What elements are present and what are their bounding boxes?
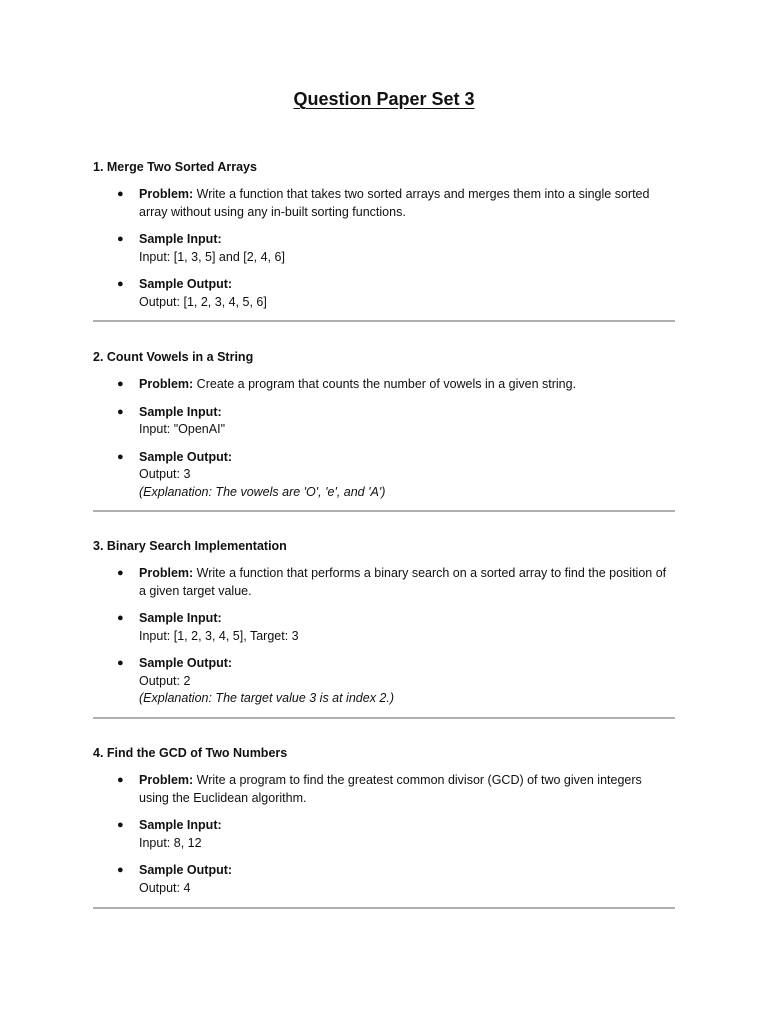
sample-input-label: Sample Input: [139, 818, 222, 832]
section-divider [93, 907, 675, 909]
bullet-icon: ● [117, 188, 124, 200]
sample-input-text: Input: [1, 2, 3, 4, 5], Target: 3 [139, 628, 299, 643]
problem-text: Write a function that takes two sorted arrays and merges them into a single sorted array without using any in-built sorting functions. [139, 187, 650, 219]
question-heading: 2. Count Vowels in a String [93, 350, 254, 364]
bullet-icon: ● [117, 405, 124, 418]
sample-input-item [93, 817, 675, 852]
problem-text: Create a program that counts the number of vowels in a given string. [196, 377, 577, 391]
question-details [93, 186, 675, 311]
page-title: Question Paper Set 3 [293, 89, 475, 109]
problem-label: Problem: [139, 377, 194, 391]
question-heading: 4. Find the GCD of Two Numbers [93, 746, 288, 760]
sample-input-item [93, 610, 675, 645]
sample-output-label: Sample Output: [139, 863, 233, 877]
problem-label: Problem: [139, 566, 194, 580]
sample-output-label: Sample Output: [139, 277, 233, 291]
sample-output-item [93, 862, 675, 897]
sample-input-text: Input: "OpenAI" [139, 422, 226, 436]
section-divider [93, 320, 675, 322]
sample-output-item [93, 276, 675, 311]
sample-input-text: Input: [1, 3, 5] and [2, 4, 6] [139, 249, 285, 264]
sample-output-text: Output: 3 [139, 467, 191, 481]
bullet-icon: ● [117, 864, 124, 876]
problem-text: Write a program to find the greatest common divisor (GCD) of two given integers using the Euclidean algorithm. [139, 773, 642, 805]
question-1 [93, 159, 675, 311]
question-details [93, 376, 675, 501]
bullet-icon: ● [117, 657, 124, 669]
bullet-icon: ● [117, 612, 124, 624]
explanation-text: (Explanation: The target value 3 is at index 2.) [139, 691, 395, 705]
bullet-icon: ● [117, 774, 124, 786]
question-details [93, 772, 675, 897]
sample-output-item [93, 449, 675, 502]
problem-item [93, 772, 675, 807]
bullet-icon: ● [117, 233, 124, 245]
question-heading: 3. Binary Search Implementation [93, 539, 287, 553]
sample-input-item [93, 231, 675, 266]
explanation-text: (Explanation: The vowels are 'O', 'e', and 'A') [139, 484, 386, 499]
problem-label: Problem: [139, 187, 194, 201]
sample-input-label: Sample Input: [139, 232, 222, 246]
problem-text: Write a function that performs a binary search on a sorted array to find the position of a given target value. [139, 566, 667, 598]
bullet-icon: ● [117, 378, 124, 390]
question-heading: 1. Merge Two Sorted Arrays [93, 160, 257, 174]
section-divider [93, 717, 675, 719]
question-2 [93, 349, 675, 501]
question-3 [93, 538, 675, 708]
sample-output-item [93, 655, 675, 708]
sample-output-label: Sample Output: [139, 656, 233, 670]
problem-item [93, 376, 675, 394]
bullet-icon: ● [117, 450, 124, 463]
sample-input-text: Input: 8, 12 [139, 835, 202, 850]
sample-output-text: Output: 4 [139, 880, 191, 895]
problem-label: Problem: [139, 773, 194, 787]
bullet-icon: ● [117, 567, 124, 579]
problem-item [93, 186, 675, 221]
question-4 [93, 745, 675, 897]
sample-output-text: Output: [1, 2, 3, 4, 5, 6] [139, 294, 267, 309]
bullet-icon: ● [117, 819, 124, 831]
bullet-icon: ● [117, 278, 124, 290]
section-divider [93, 510, 675, 512]
sample-input-label: Sample Input: [139, 404, 222, 419]
sample-input-label: Sample Input: [139, 611, 222, 625]
sample-output-label: Sample Output: [139, 449, 233, 464]
problem-item [93, 565, 675, 600]
question-details [93, 565, 675, 708]
sample-output-text: Output: 2 [139, 673, 191, 688]
sample-input-item [93, 404, 675, 439]
